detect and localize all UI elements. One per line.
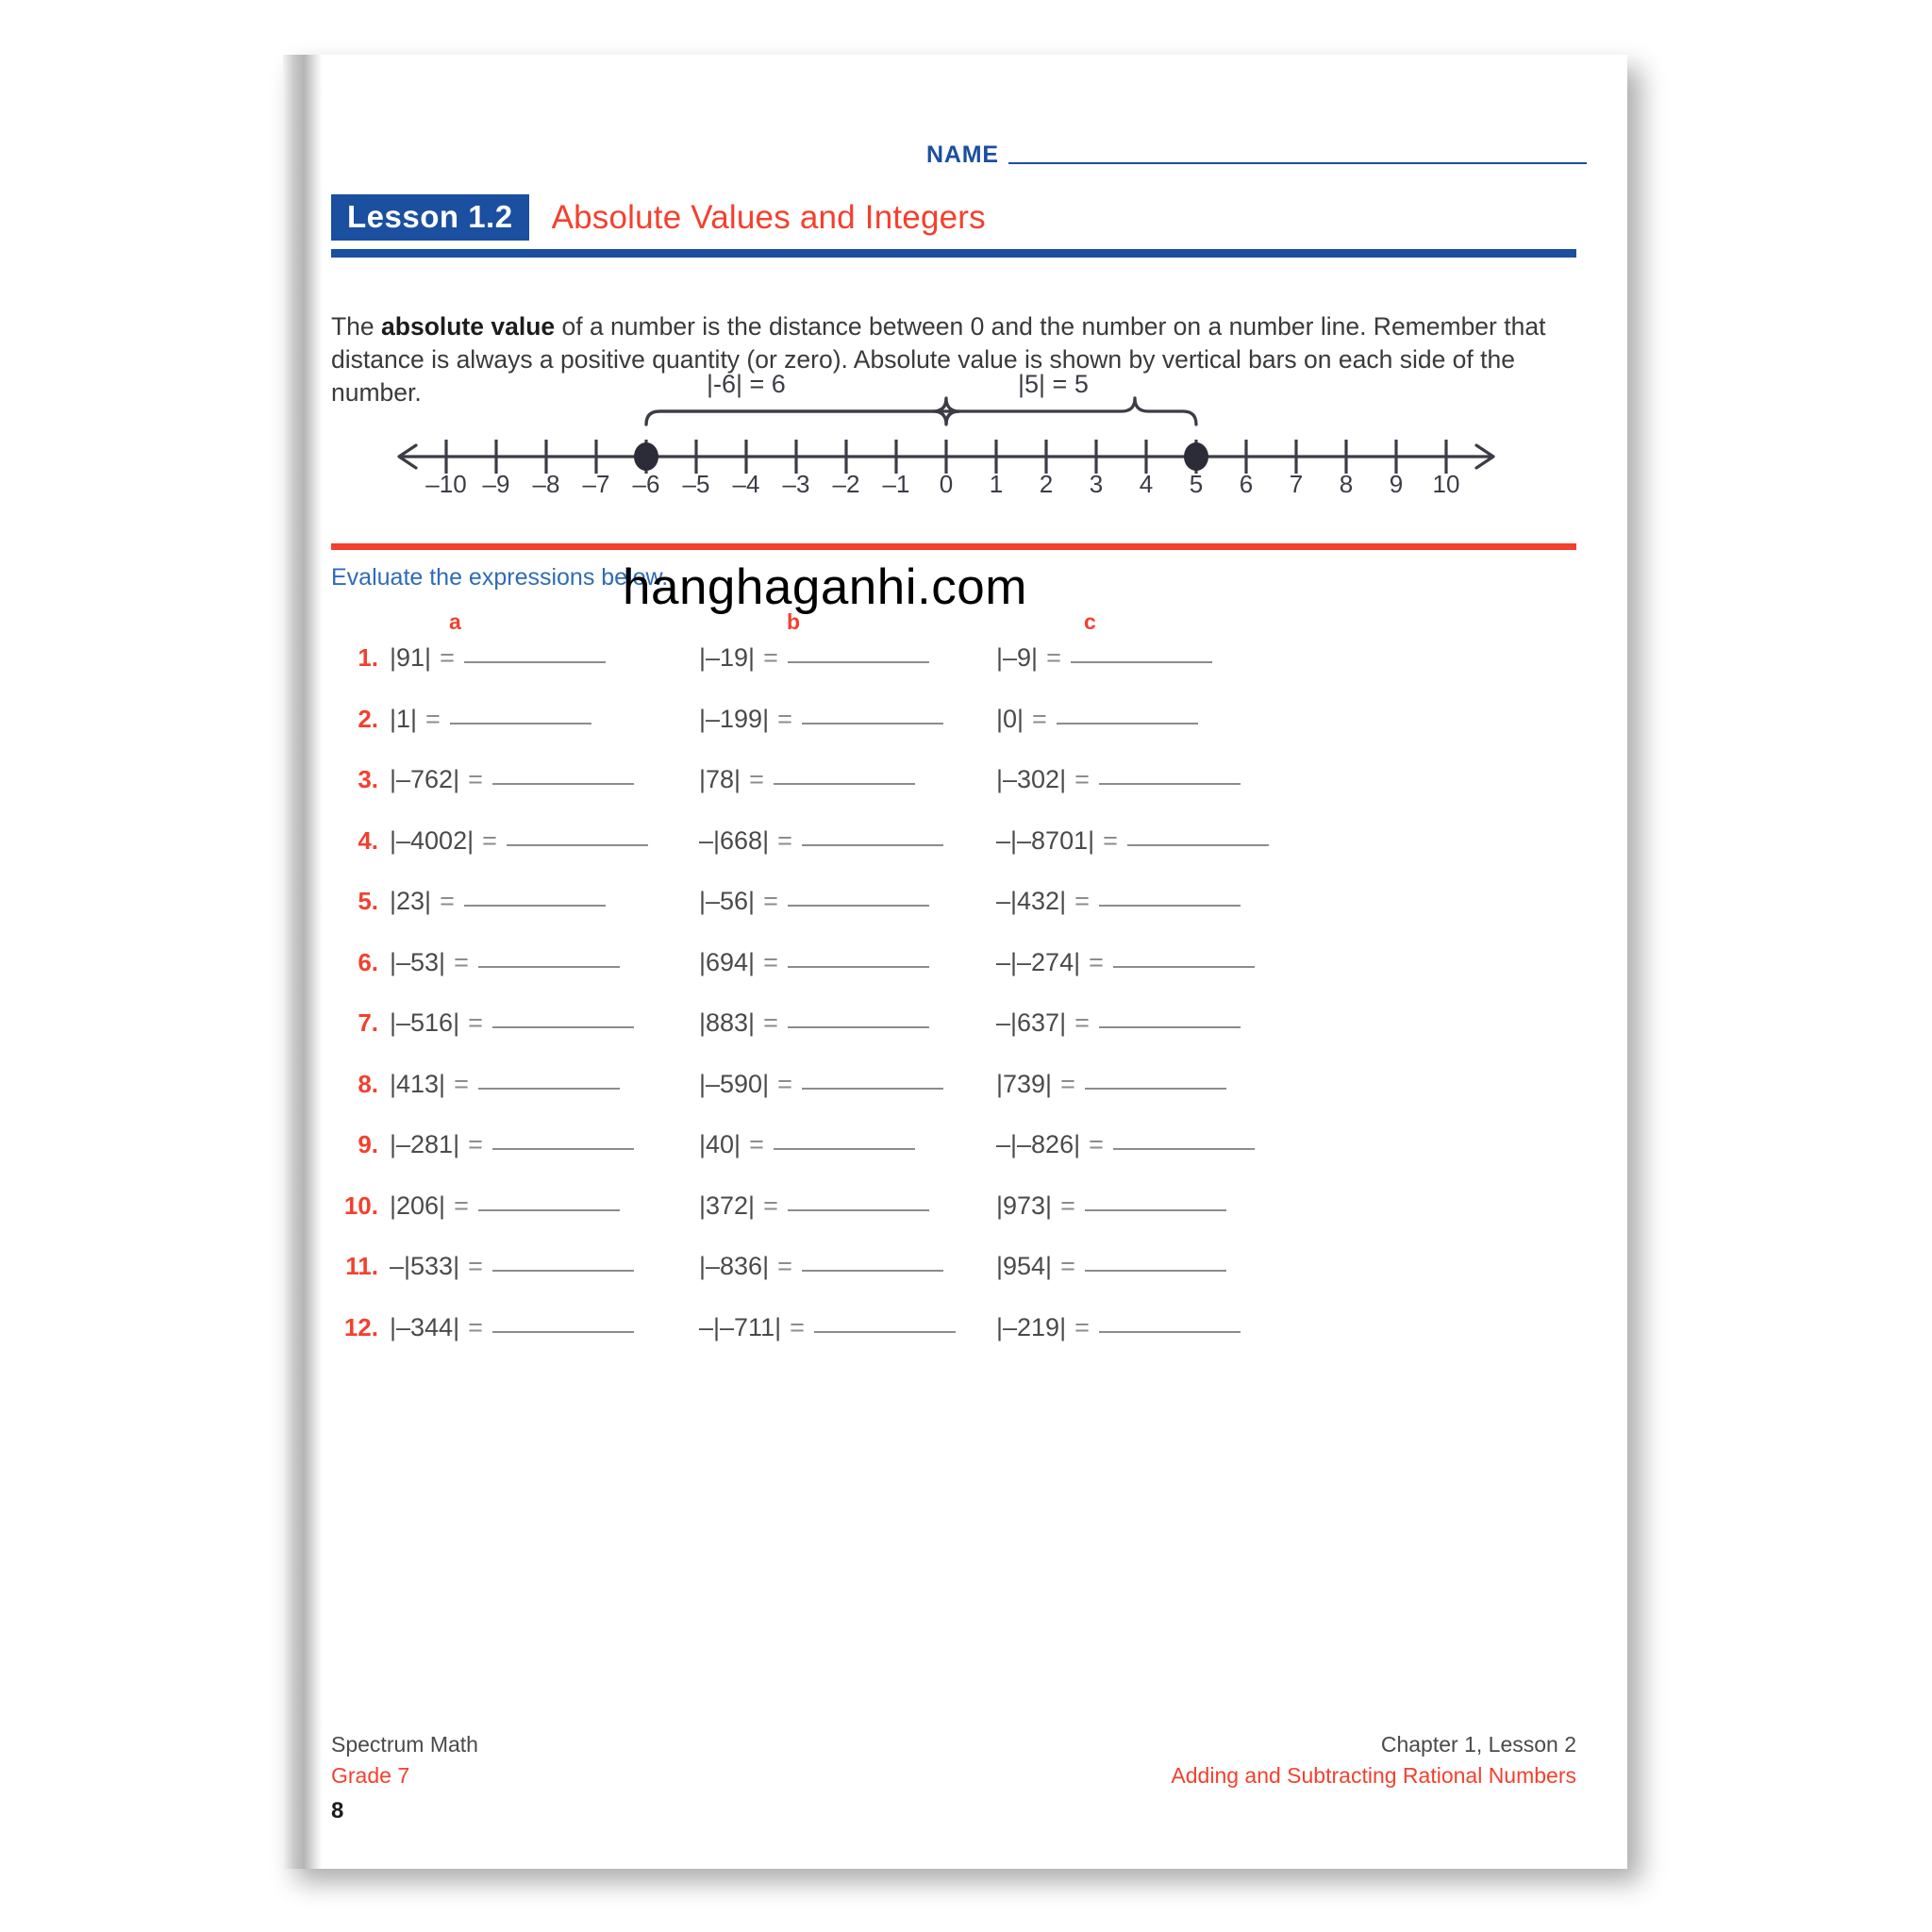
problem-number: 8.	[358, 1069, 378, 1098]
problem-row	[331, 1070, 1586, 1131]
problem-number: 1.	[358, 643, 378, 672]
answer-blank[interactable]	[1127, 843, 1269, 846]
problem-row	[331, 1313, 1586, 1374]
answer-blank[interactable]	[1113, 965, 1255, 968]
problem-row	[331, 705, 1586, 766]
expression-a: |–4002|	[390, 825, 475, 855]
expression-c: –|–826|	[996, 1130, 1081, 1158]
problem-row	[331, 1130, 1586, 1191]
problem-row	[331, 887, 1586, 948]
expression-c: |973|	[996, 1191, 1053, 1220]
expression-c: –|637|	[996, 1008, 1067, 1037]
section-red-divider	[331, 543, 1576, 550]
intro-bold-term: absolute value	[381, 311, 556, 341]
tick-label: –8	[532, 470, 560, 498]
tick-label: 0	[939, 470, 954, 498]
tick-label: –4	[732, 470, 760, 498]
expression-c: |0|	[996, 704, 1024, 733]
equals-sign: =	[763, 947, 778, 976]
equals-sign: =	[763, 887, 778, 915]
problem-cell-c	[996, 643, 1307, 673]
expression-c: |–302|	[996, 765, 1067, 793]
answer-blank[interactable]	[788, 1208, 929, 1211]
column-header-a: a	[449, 609, 461, 634]
problem-cell-a	[390, 1070, 699, 1099]
problem-cell-b	[699, 948, 996, 977]
equals-sign: =	[1089, 947, 1104, 976]
problem-cell-b	[699, 765, 996, 794]
answer-blank[interactable]	[492, 782, 634, 785]
problem-cell-c	[996, 1008, 1307, 1038]
number-line-figure	[331, 370, 1576, 526]
lesson-header	[331, 194, 986, 241]
expression-c: |954|	[996, 1252, 1053, 1280]
expression-b: |883|	[699, 1008, 756, 1037]
header-blue-divider	[331, 249, 1576, 258]
equals-sign: =	[777, 1252, 792, 1280]
equals-sign: =	[440, 643, 455, 672]
problem-number: 2.	[358, 704, 378, 733]
answer-blank[interactable]	[1057, 722, 1198, 724]
problem-cell-a	[390, 1191, 699, 1221]
problem-cell-a	[390, 948, 699, 977]
equals-sign: =	[454, 947, 469, 976]
expression-b: |372|	[699, 1191, 756, 1220]
directions-text: Evaluate the expressions below.	[331, 564, 669, 591]
tick-label: –10	[425, 470, 467, 498]
answer-blank[interactable]	[492, 1330, 634, 1333]
expression-b: –|–711|	[699, 1312, 782, 1341]
tick-label: –3	[782, 470, 810, 498]
expression-c: –|–8701|	[996, 825, 1095, 855]
tick-label: –6	[632, 470, 660, 498]
answer-blank[interactable]	[507, 843, 648, 846]
expression-a: |–53|	[390, 947, 446, 976]
answer-blank[interactable]	[1071, 660, 1212, 663]
brace-label-left: |-6| = 6	[707, 370, 786, 398]
tick-label: 10	[1432, 470, 1460, 498]
answer-blank[interactable]	[1113, 1147, 1255, 1150]
answer-blank[interactable]	[478, 1087, 620, 1090]
equals-sign: =	[1074, 1312, 1090, 1341]
expression-c: –|–274|	[996, 947, 1081, 976]
expression-a: |91|	[390, 643, 432, 672]
equals-sign: =	[1060, 1191, 1075, 1220]
expression-a: |23|	[390, 887, 432, 915]
page-title: Absolute Values and Integers	[551, 198, 986, 236]
equals-sign: =	[454, 1191, 469, 1220]
expression-b: |–590|	[699, 1069, 770, 1098]
problem-cell-b	[699, 1130, 996, 1159]
tick-label: –9	[482, 470, 510, 498]
expression-b: |–836|	[699, 1252, 770, 1280]
problem-number: 12.	[343, 1312, 378, 1341]
answer-blank[interactable]	[814, 1330, 956, 1333]
problem-row	[331, 948, 1586, 1009]
problem-cell-b	[699, 887, 996, 916]
tick-label: –5	[682, 470, 710, 498]
expression-a: |413|	[390, 1069, 446, 1098]
footer-grade: Grade 7	[331, 1762, 410, 1788]
problem-cell-b	[699, 1008, 996, 1038]
expression-b: |40|	[699, 1130, 741, 1158]
answer-blank[interactable]	[802, 1087, 943, 1090]
expression-a: |206|	[390, 1191, 446, 1220]
equals-sign: =	[1089, 1130, 1104, 1158]
equals-sign: =	[763, 643, 778, 672]
answer-blank[interactable]	[802, 843, 943, 846]
problem-cell-a	[390, 643, 699, 673]
problem-cell-c	[996, 1191, 1307, 1221]
answer-blank[interactable]	[464, 904, 606, 907]
expression-a: |–344|	[390, 1312, 460, 1341]
name-field-row	[926, 142, 1587, 169]
problem-cell-c	[996, 765, 1307, 794]
problem-row	[331, 765, 1586, 826]
footer-left	[331, 1729, 478, 1827]
brace-label-right: |5| = 5	[1018, 370, 1089, 398]
equals-sign: =	[777, 825, 792, 855]
column-header-c: c	[1084, 609, 1096, 634]
answer-blank[interactable]	[492, 1269, 634, 1272]
problem-cell-c	[996, 826, 1307, 856]
problem-cell-c	[996, 1252, 1307, 1281]
tick-label: 5	[1189, 470, 1204, 498]
page-content	[323, 55, 1627, 1869]
footer-page-number: 8	[331, 1798, 344, 1824]
problem-row	[331, 643, 1586, 705]
answer-blank[interactable]	[802, 722, 943, 724]
expression-c: –|432|	[996, 887, 1067, 915]
problem-number: 6.	[358, 947, 378, 976]
expression-b: |78|	[699, 765, 741, 793]
answer-blank[interactable]	[478, 965, 620, 968]
equals-sign: =	[790, 1312, 805, 1341]
equals-sign: =	[468, 1312, 483, 1341]
equals-sign: =	[749, 765, 764, 793]
expression-a: |–281|	[390, 1130, 460, 1158]
footer-book-title: Spectrum Math	[331, 1732, 478, 1757]
answer-blank[interactable]	[788, 660, 929, 663]
problem-number: 3.	[358, 765, 378, 793]
problem-number: 5.	[358, 887, 378, 915]
problem-cell-a	[390, 1313, 699, 1342]
equals-sign: =	[468, 1130, 483, 1158]
worksheet-page	[283, 55, 1627, 1869]
problem-cell-b	[699, 1070, 996, 1099]
expression-a: |1|	[390, 704, 418, 733]
answer-blank[interactable]	[1099, 904, 1241, 907]
tick-label: –7	[582, 470, 610, 498]
problem-cell-c	[996, 887, 1307, 916]
answer-blank[interactable]	[1085, 1208, 1226, 1211]
equals-sign: =	[468, 1252, 483, 1280]
expression-b: |–56|	[699, 887, 756, 915]
equals-sign: =	[1074, 887, 1090, 915]
answer-blank[interactable]	[492, 1025, 634, 1028]
problem-cell-c	[996, 1313, 1307, 1342]
answer-blank[interactable]	[492, 1147, 634, 1150]
equals-sign: =	[1060, 1069, 1075, 1098]
tick-label: –2	[832, 470, 860, 498]
expression-a: –|533|	[390, 1252, 460, 1280]
problem-cell-a	[390, 705, 699, 734]
problem-number: 9.	[358, 1130, 378, 1158]
problem-cell-a	[390, 1130, 699, 1159]
column-header-b: b	[787, 609, 801, 634]
tick-label: 7	[1289, 470, 1304, 498]
problem-cell-c	[996, 1070, 1307, 1099]
lesson-badge: Lesson 1.2	[331, 194, 529, 241]
equals-sign: =	[777, 704, 792, 733]
problem-row	[331, 1252, 1586, 1313]
number-line-tick-labels	[331, 470, 1576, 508]
equals-sign: =	[454, 1069, 469, 1098]
expression-c: |739|	[996, 1069, 1053, 1098]
problem-number: 11.	[345, 1252, 378, 1280]
equals-sign: =	[1032, 704, 1047, 733]
equals-sign: =	[1074, 1008, 1090, 1037]
problem-number: 4.	[358, 825, 378, 855]
equals-sign: =	[468, 765, 483, 793]
answer-blank[interactable]	[774, 782, 915, 785]
problem-cell-b	[699, 1191, 996, 1221]
problem-cell-c	[996, 948, 1307, 977]
problem-cell-a	[390, 887, 699, 916]
problem-cell-b	[699, 826, 996, 856]
expression-b: |–19|	[699, 643, 756, 672]
problem-row	[331, 1191, 1586, 1253]
equals-sign: =	[763, 1191, 778, 1220]
tick-label: 8	[1339, 470, 1354, 498]
answer-blank[interactable]	[464, 660, 606, 663]
equals-sign: =	[777, 1069, 792, 1098]
expression-b: |–199|	[699, 704, 770, 733]
column-headers	[331, 609, 1576, 638]
problem-grid	[331, 643, 1586, 1374]
expression-a: |–762|	[390, 765, 460, 793]
watermark-text: hanghaganhi.com	[623, 559, 1027, 615]
answer-blank[interactable]	[788, 904, 929, 907]
equals-sign: =	[1074, 765, 1090, 793]
expression-c: |–219|	[996, 1312, 1067, 1341]
footer-right	[1171, 1729, 1576, 1790]
tick-label: 9	[1389, 470, 1404, 498]
tick-label: 4	[1139, 470, 1154, 498]
problem-cell-a	[390, 1252, 699, 1281]
answer-blank[interactable]	[1085, 1269, 1226, 1272]
problem-cell-c	[996, 1130, 1307, 1159]
name-write-line[interactable]	[1008, 161, 1587, 164]
tick-label: 3	[1089, 470, 1104, 498]
answer-blank[interactable]	[802, 1269, 943, 1272]
equals-sign: =	[1103, 825, 1118, 855]
answer-blank[interactable]	[774, 1147, 915, 1150]
problem-number: 10.	[343, 1191, 378, 1220]
equals-sign: =	[1046, 643, 1061, 672]
scan-gutter-shadow	[283, 55, 323, 1869]
equals-sign: =	[440, 887, 455, 915]
problem-cell-a	[390, 1008, 699, 1038]
name-label: NAME	[926, 142, 999, 168]
footer-topic: Adding and Subtracting Rational Numbers	[1171, 1762, 1576, 1788]
equals-sign: =	[482, 825, 497, 855]
problem-row	[331, 826, 1586, 888]
equals-sign: =	[749, 1130, 764, 1158]
problem-cell-b	[699, 643, 996, 673]
problem-cell-b	[699, 1252, 996, 1281]
intro-pre: The	[331, 311, 382, 341]
tick-label: 6	[1239, 470, 1254, 498]
tick-label: 1	[989, 470, 1004, 498]
equals-sign: =	[763, 1008, 778, 1037]
answer-blank[interactable]	[1085, 1087, 1226, 1090]
problem-cell-a	[390, 826, 699, 856]
expression-c: |–9|	[996, 643, 1039, 672]
answer-blank[interactable]	[1099, 782, 1241, 785]
equals-sign: =	[425, 704, 441, 733]
equals-sign: =	[468, 1008, 483, 1037]
expression-b: |694|	[699, 947, 756, 976]
intro-post: of a number is the distance between 0 and the number on a number line. Remember that distance is always a positive quantity (or zero). Absolute value is shown by vertical bars on each side of the number.	[331, 311, 1546, 407]
answer-blank[interactable]	[788, 1025, 929, 1028]
problem-cell-b	[699, 1313, 996, 1342]
problem-cell-a	[390, 765, 699, 794]
answer-blank[interactable]	[788, 965, 929, 968]
expression-b: –|668|	[699, 825, 770, 855]
equals-sign: =	[1060, 1252, 1075, 1280]
answer-blank[interactable]	[450, 722, 591, 724]
tick-label: –1	[882, 470, 910, 498]
problem-cell-c	[996, 705, 1307, 734]
problem-row	[331, 1008, 1586, 1070]
expression-a: |–516|	[390, 1008, 460, 1037]
answer-blank[interactable]	[1099, 1330, 1241, 1333]
problem-cell-b	[699, 705, 996, 734]
answer-blank[interactable]	[1099, 1025, 1241, 1028]
answer-blank[interactable]	[478, 1208, 620, 1211]
footer-chapter: Chapter 1, Lesson 2	[1380, 1732, 1576, 1757]
problem-number: 7.	[358, 1008, 378, 1037]
tick-label: 2	[1039, 470, 1054, 498]
